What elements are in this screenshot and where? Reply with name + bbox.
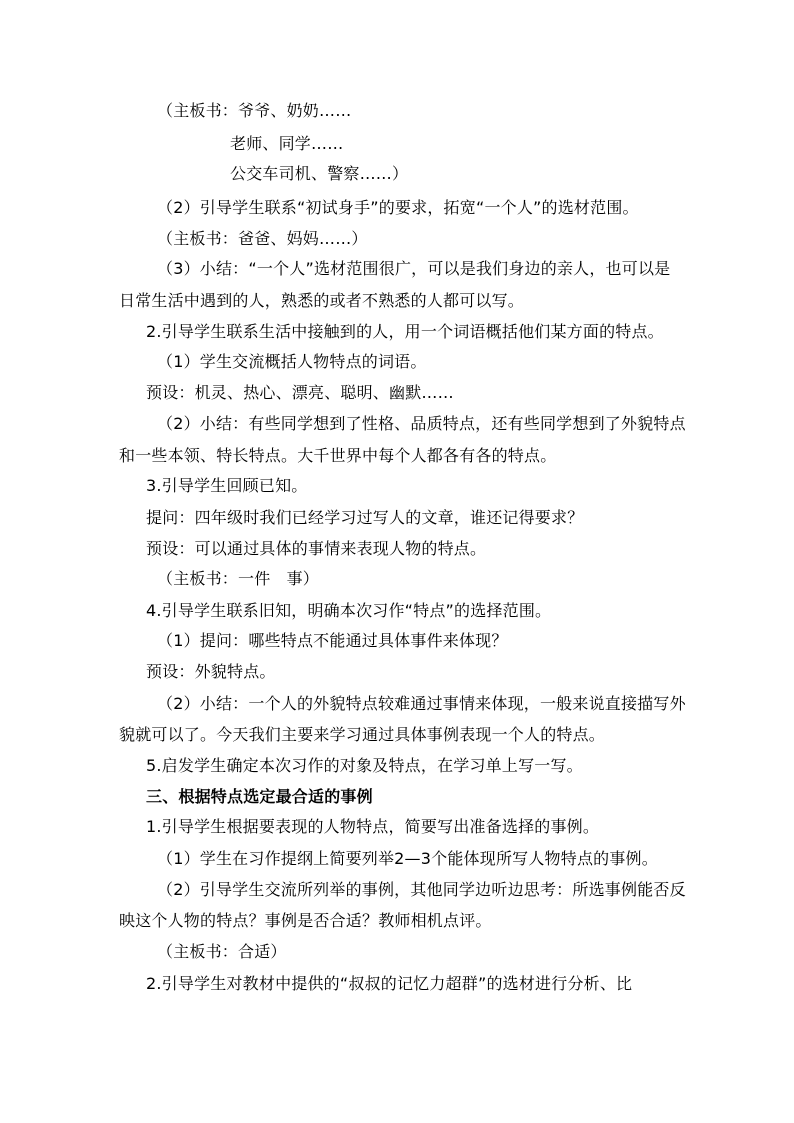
- paragraph-line: 预设：机灵、热心、漂亮、聪明、幽默……: [146, 383, 454, 402]
- board-note-drivers: 公交车司机、警察……）: [230, 164, 409, 183]
- paragraph-line: （2）小结：一个人的外貌特点较难通过事情来体现，一般来说直接描写外: [157, 694, 686, 713]
- paragraph-line: 提问：四年级时我们已经学习过写人的文章，谁还记得要求？: [146, 508, 584, 527]
- paragraph-line: 映这个人物的特点？事例是否合适？教师相机点评。: [119, 911, 492, 930]
- paragraph-line: 日常生活中遇到的人，熟悉的或者不熟悉的人都可以写。: [119, 291, 525, 310]
- section-item-4: 4.引导学生联系旧知，明确本次习作“特点”的选择范围。: [146, 601, 552, 620]
- paragraph-line: 预设：可以通过具体的事情来表现人物的特点。: [146, 539, 487, 558]
- paragraph-line: （1）学生交流概括人物特点的词语。: [157, 352, 427, 371]
- section-item-2b: 2.引导学生对教材中提供的“叔叔的记忆力超群”的选材进行分析、比: [146, 974, 633, 993]
- section-item-1: 1.引导学生根据要表现的人物特点，简要写出准备选择的事例。: [146, 817, 600, 836]
- board-note-parents: （主板书：爸爸、妈妈……）: [157, 229, 368, 248]
- board-note-teachers: 老师、同学……: [230, 134, 344, 153]
- paragraph-line: （2）引导学生交流所列举的事例，其他同学边听边思考：所选事例能否反: [157, 880, 686, 899]
- paragraph-line: 预设：外貌特点。: [146, 662, 276, 681]
- section-item-2: 2.引导学生联系生活中接触到的人，用一个词语概括他们某方面的特点。: [146, 322, 664, 341]
- paragraph-line: （1）学生在习作提纲上简要列举2—3个能体现所写人物特点的事例。: [157, 849, 658, 868]
- paragraph-line: （3）小结：“一个人”选材范围很广，可以是我们身边的亲人，也可以是: [157, 259, 671, 278]
- paragraph-line: （2）小结：有些同学想到了性格、品质特点，还有些同学想到了外貌特点: [157, 414, 686, 433]
- paragraph-line: （1）提问：哪些特点不能通过具体事件来体现？: [157, 631, 508, 650]
- section-item-5: 5.启发学生确定本次习作的对象及特点，在学习单上写一写。: [146, 756, 583, 775]
- paragraph-line: 和一些本领、特长特点。大千世界中每个人都各有各的特点。: [119, 446, 557, 465]
- board-note-event: （主板书：一件 事）: [157, 569, 320, 588]
- section-item-3: 3.引导学生回顾已知。: [146, 476, 308, 495]
- board-note-suitable: （主板书：合适）: [157, 942, 287, 961]
- paragraph-line: 貌就可以了。今天我们主要来学习通过具体事例表现一个人的特点。: [119, 725, 606, 744]
- section-heading: 三、根据特点选定最合适的事例: [146, 787, 373, 806]
- paragraph-line: （2）引导学生联系“初试身手”的要求，拓宽“一个人”的选材范围。: [157, 198, 639, 217]
- board-note-grandparents: （主板书：爷爷、奶奶……: [157, 101, 352, 120]
